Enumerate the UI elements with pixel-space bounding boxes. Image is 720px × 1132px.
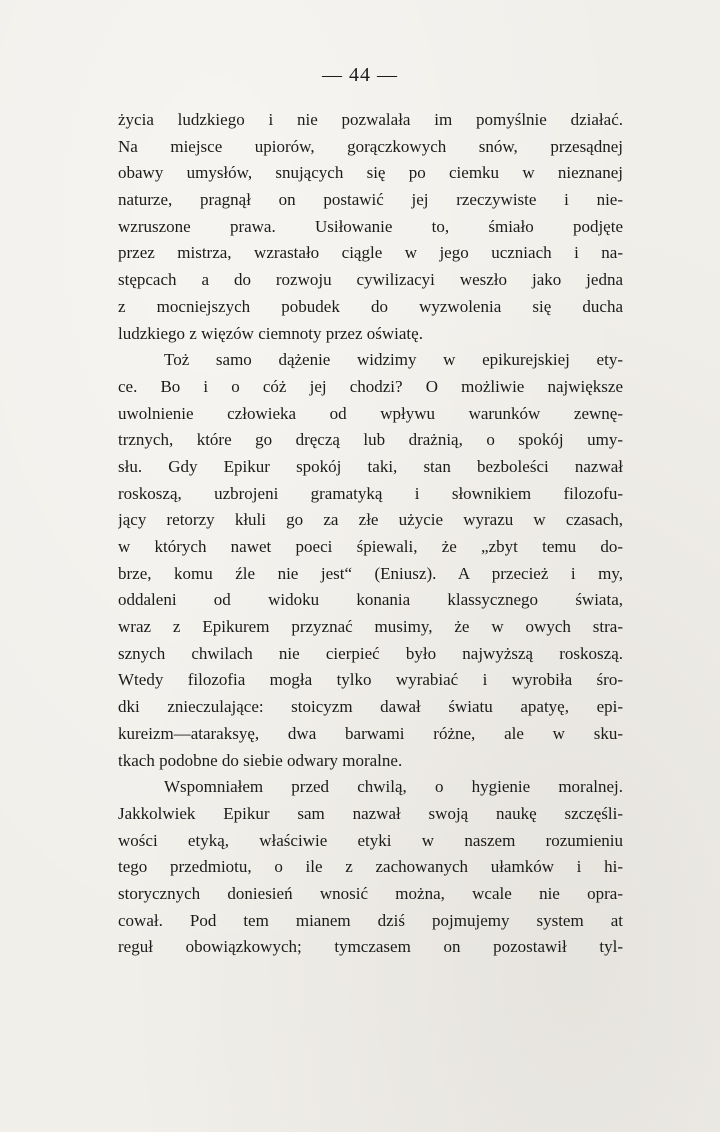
text-line: storycznych doniesień wnosić można, wcale nie opra- xyxy=(118,883,623,903)
text-line: stępcach a do rozwoju cywilizacyi weszło jako jedna xyxy=(118,270,623,290)
text-line: cował. Pod tem mianem dziś pojmujemy system at xyxy=(118,910,623,930)
text-line: roskoszą, uzbrojeni gramatyką i słownikiem filozofu- xyxy=(118,483,623,503)
text-line: reguł obowiązkowych; tymczasem on pozostawił tyl- xyxy=(118,937,623,957)
text-line: z mocniejszych pobudek do wyzwolenia się ducha xyxy=(118,296,623,316)
text-line: Wtedy filozofia mogła tylko wyrabiać i wyrobiła śro- xyxy=(118,670,623,690)
text-line: brze, komu źle nie jest“ (Eniusz). A przecież i my, xyxy=(118,563,623,583)
text-line: tego przedmiotu, o ile z zachowanych ułamków i hi- xyxy=(118,857,623,877)
text-line: w których nawet poeci śpiewali, że „zbyt temu do- xyxy=(118,537,623,556)
text-line: jący retorzy kłuli go za złe użycie wyrazu w czasach, xyxy=(118,510,623,530)
page-number: — 44 — xyxy=(322,64,398,86)
text-line: wraz z Epikurem przyznać musimy, że w owych stra- xyxy=(118,617,623,637)
text-line: kureizm—ataraksyę, dwa barwami różne, ale w sku- xyxy=(118,723,623,743)
text-line: trznych, które go dręczą lub drażnią, o spokój umy- xyxy=(118,430,623,450)
text-line: ludzkiego z więzów ciemnoty przez oświatę. xyxy=(118,323,423,343)
text-line: tkach podobne do siebie odwary moralne. xyxy=(118,750,403,770)
text-line: życia ludzkiego i nie pozwalała im pomyślnie działać. xyxy=(118,110,623,129)
text-line: wości etyką, właściwie etyki w naszem rozumieniu xyxy=(118,830,623,850)
text-line: oddaleni od widoku konania klassycznego świata, xyxy=(118,590,623,610)
text-line: Na miejsce upiorów, gorączkowych snów, przesądnej xyxy=(118,136,623,156)
text-line: obawy umysłów, snujących się po ciemku w nieznanej xyxy=(118,163,623,183)
text-line: ce. Bo i o cóż jej chodzi? O możliwie największe xyxy=(118,376,623,396)
text-line: słu. Gdy Epikur spokój taki, stan bezboleści nazwał xyxy=(118,456,623,476)
text-line: wzruszone prawa. Usiłowanie to, śmiało podjęte xyxy=(118,216,623,236)
text-line: Jakkolwiek Epikur sam nazwał swoją naukę szczęśli- xyxy=(118,803,623,823)
text-line: naturze, pragnął on postawić jej rzeczywiste i nie- xyxy=(118,190,623,210)
text-line: Toż samo dążenie widzimy w epikurejskiej ety- xyxy=(164,350,623,370)
text-line: przez mistrza, wzrastało ciągle w jego uczniach i na- xyxy=(118,243,623,263)
body-text xyxy=(118,107,623,961)
text-line: Wspomniałem przed chwilą, o hygienie moralnej. xyxy=(164,777,623,797)
text-line: uwolnienie człowieka od wpływu warunków zewnę- xyxy=(118,403,623,423)
text-line: sznych chwilach nie cierpieć było najwyższą roskoszą. xyxy=(118,643,623,663)
text-line: dki znieczulające: stoicyzm dawał światu apatyę, epi- xyxy=(118,697,623,717)
